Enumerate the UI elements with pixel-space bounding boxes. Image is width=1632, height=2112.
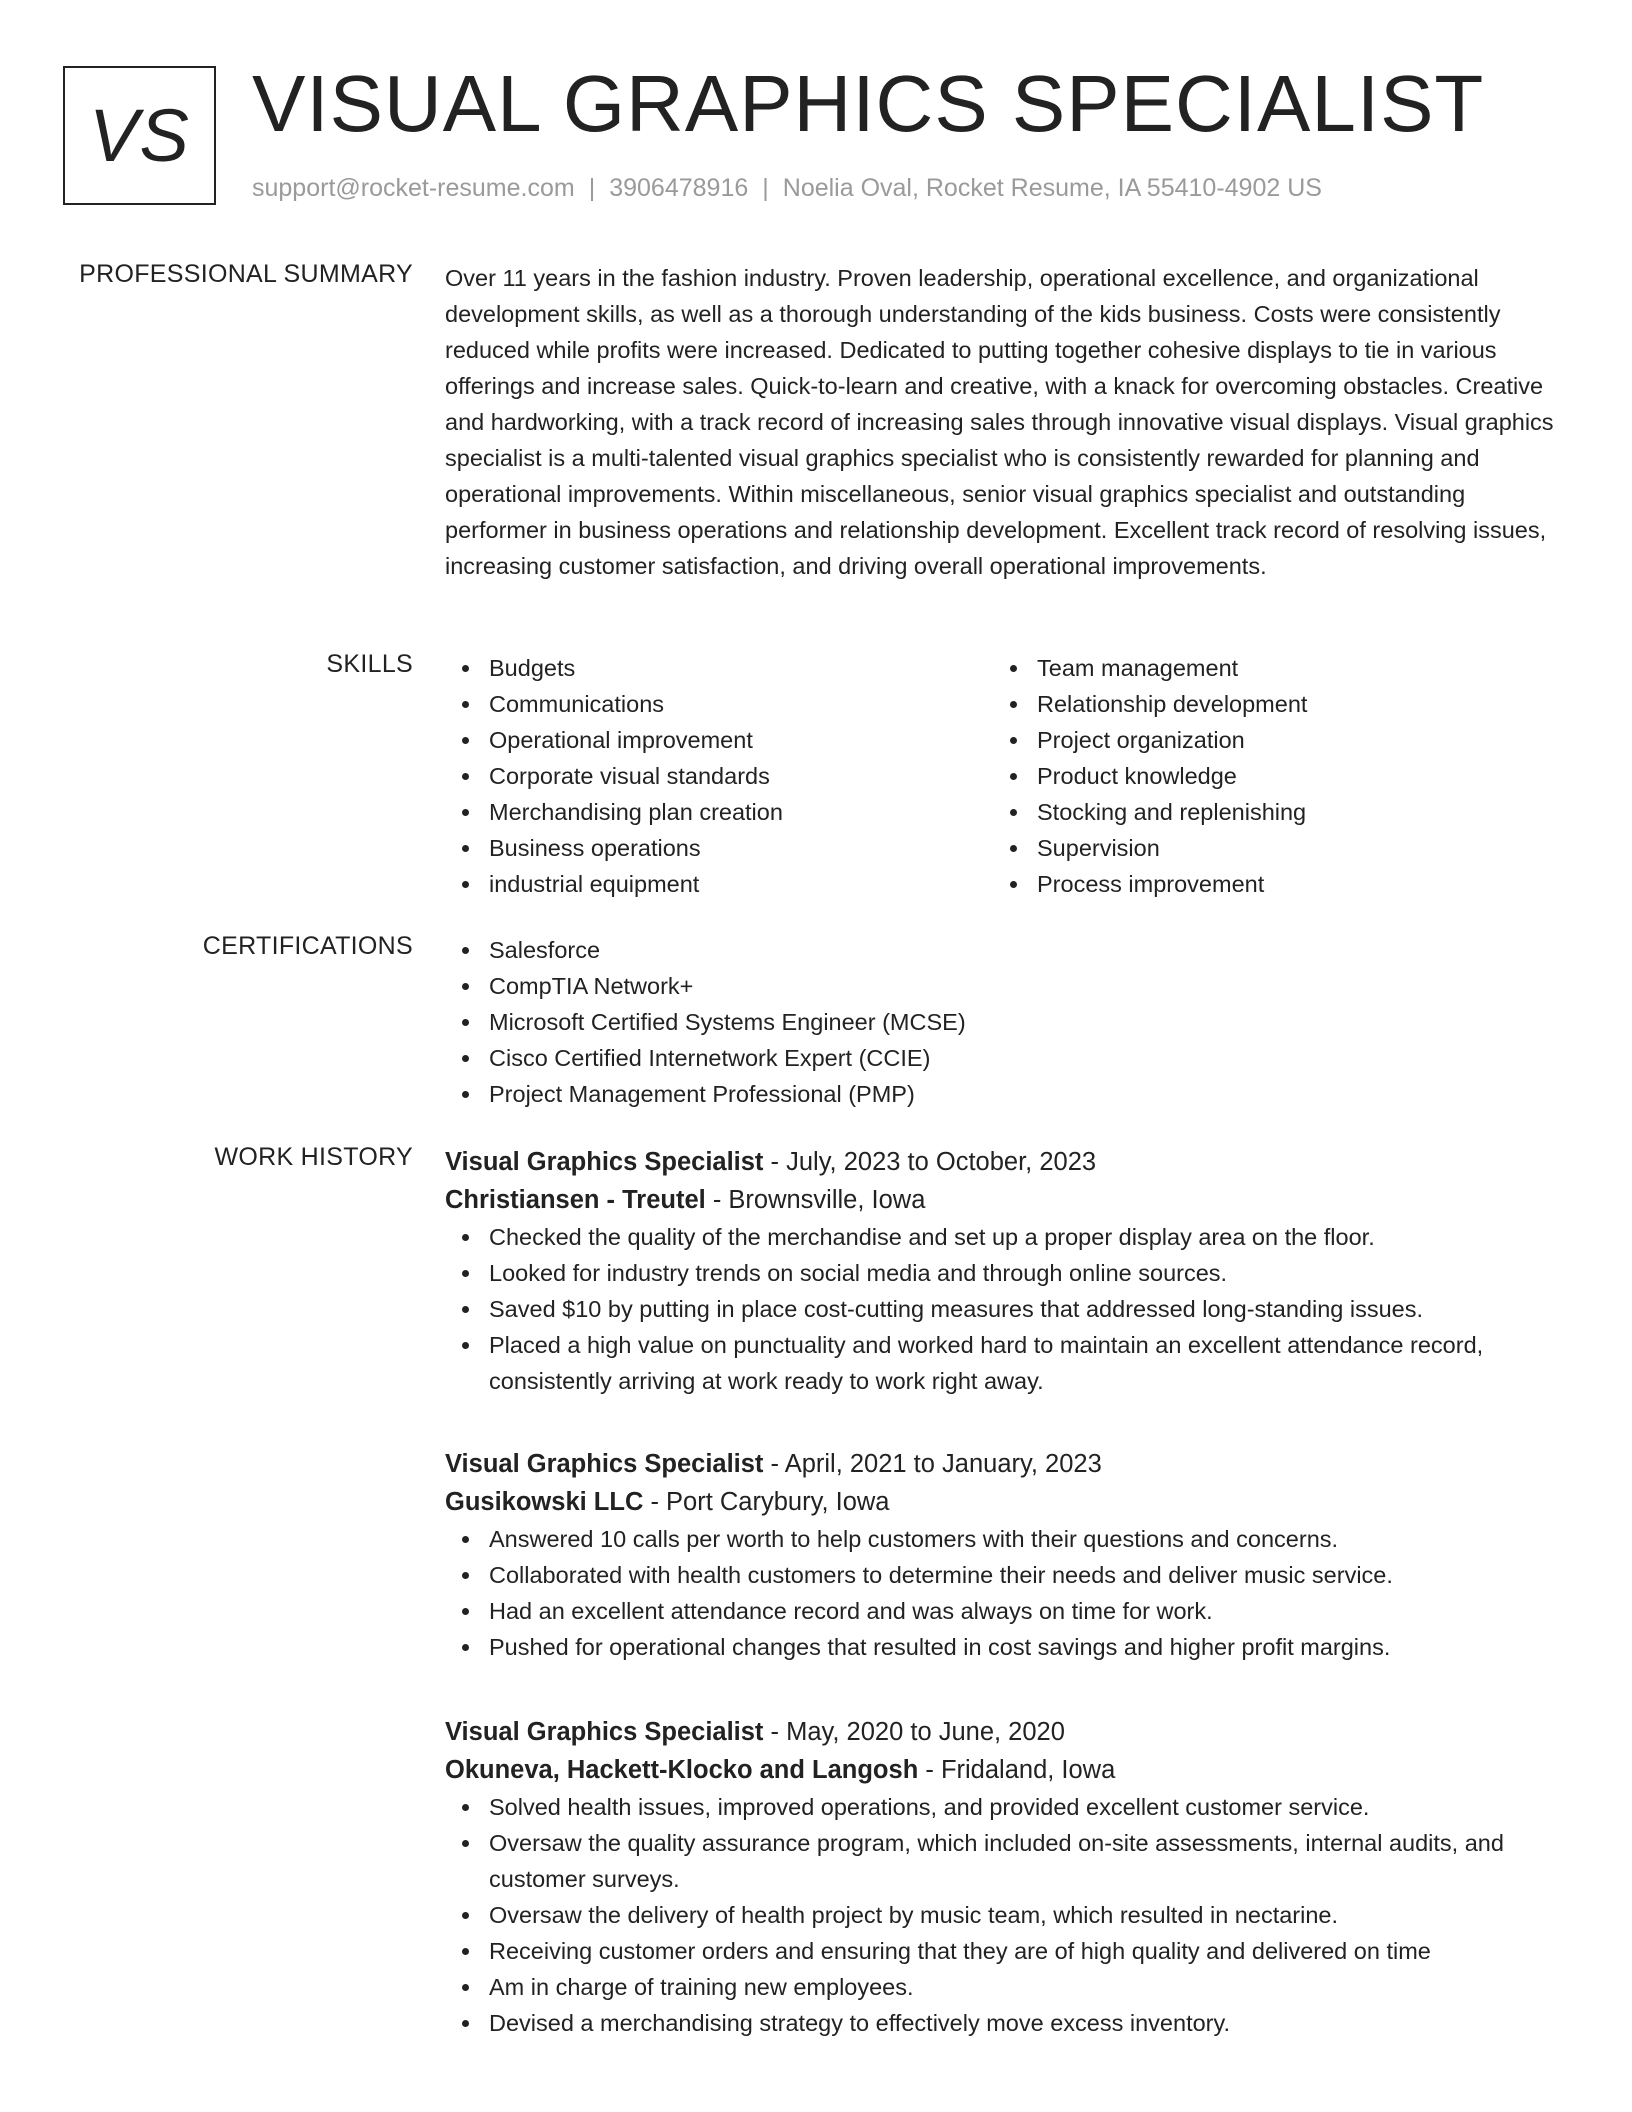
skill-item: Relationship development bbox=[993, 686, 1541, 722]
skill-item: Business operations bbox=[445, 830, 993, 866]
certification-item: Project Management Professional (PMP) bbox=[445, 1076, 1560, 1112]
job-bullet: Receiving customer orders and ensuring that they are of high quality and delivered on time bbox=[445, 1933, 1560, 1969]
work-history-content bbox=[445, 1143, 1560, 2036]
contact-phone[interactable]: 3906478916 bbox=[609, 174, 749, 202]
job-bullet: Had an excellent attendance record and was always on time for work. bbox=[445, 1593, 1560, 1629]
skill-item: Process improvement bbox=[993, 866, 1541, 902]
job-title-line bbox=[445, 1445, 1560, 1483]
job-title: Visual Graphics Specialist bbox=[445, 1148, 764, 1176]
job-title: Visual Graphics Specialist bbox=[445, 1450, 764, 1478]
skill-item: Product knowledge bbox=[993, 758, 1541, 794]
job-bullet: Collaborated with health customers to determine their needs and deliver music service. bbox=[445, 1557, 1560, 1593]
job-company: Christiansen - Treutel bbox=[445, 1186, 706, 1214]
certifications-list bbox=[445, 932, 1560, 1112]
job-bullet: Looked for industry trends on social media and through online sources. bbox=[445, 1255, 1560, 1291]
job-bullet: Devised a merchandising strategy to effectively move excess inventory. bbox=[445, 2005, 1560, 2041]
monogram-logo: VS bbox=[63, 66, 216, 205]
section-label-work-history: WORK HISTORY bbox=[214, 1143, 413, 1171]
contact-address: Noelia Oval, Rocket Resume, IA 55410-4902 US bbox=[782, 174, 1322, 202]
job-bullet: Solved health issues, improved operations, and provided excellent customer service. bbox=[445, 1789, 1560, 1825]
job-bullet: Oversaw the quality assurance program, which included on-site assessments, internal audits, and customer surveys. bbox=[445, 1825, 1560, 1897]
contact-separator: | bbox=[762, 174, 769, 202]
job-location: - Brownsville, Iowa bbox=[705, 1186, 926, 1214]
skill-item: Supervision bbox=[993, 830, 1541, 866]
skills-content bbox=[445, 650, 1560, 902]
job-location: - Fridaland, Iowa bbox=[918, 1756, 1116, 1784]
job-title-line bbox=[445, 1713, 1560, 1751]
certification-item: CompTIA Network+ bbox=[445, 968, 1560, 1004]
job-bullet: Saved $10 by putting in place cost-cutting measures that addressed long-standing issues. bbox=[445, 1291, 1560, 1327]
skill-item: Operational improvement bbox=[445, 722, 993, 758]
summary-text: Over 11 years in the fashion industry. Proven leadership, operational excellence, and organizational development skills, as well as a thorough understanding of the kids business. Costs were consistently reduced while profits were increased. Dedicated to putting together cohesive displays to tie in various offerings and increase sales. Quick-to-learn and creative, with a knack for overcoming obstacles. Creative and hardworking, with a track record of increasing sales through innovative visual displays. Visual graphics specialist is a multi-talented visual graphics specialist who is consistently rewarded for planning and operational improvements. Within miscellaneous, senior visual graphics specialist and outstanding performer in business operations and relationship development. Excellent track record of resolving issues, increasing customer satisfaction, and driving overall operational improvements. bbox=[445, 265, 1554, 579]
job-entry bbox=[445, 1713, 1560, 2041]
certification-item: Salesforce bbox=[445, 932, 1560, 968]
job-dates: - April, 2021 to January, 2023 bbox=[763, 1450, 1102, 1478]
certification-item: Microsoft Certified Systems Engineer (MCSE) bbox=[445, 1004, 1560, 1040]
skill-item: Stocking and replenishing bbox=[993, 794, 1541, 830]
job-location: - Port Carybury, Iowa bbox=[643, 1488, 890, 1516]
job-entry bbox=[445, 1143, 1560, 1399]
job-bullets bbox=[445, 1219, 1560, 1399]
contact-line bbox=[252, 174, 1322, 203]
contact-email[interactable]: support@rocket-resume.com bbox=[252, 174, 575, 202]
skill-item: Merchandising plan creation bbox=[445, 794, 993, 830]
skill-item: Communications bbox=[445, 686, 993, 722]
job-bullets bbox=[445, 1521, 1560, 1665]
job-title: Visual Graphics Specialist bbox=[445, 1718, 764, 1746]
skills-list-left bbox=[445, 650, 993, 902]
job-bullets bbox=[445, 1789, 1560, 2041]
job-dates: - May, 2020 to June, 2020 bbox=[763, 1718, 1065, 1746]
skills-list-right bbox=[993, 650, 1541, 902]
job-bullet: Am in charge of training new employees. bbox=[445, 1969, 1560, 2005]
job-company-line bbox=[445, 1483, 1560, 1521]
certification-item: Cisco Certified Internetwork Expert (CCIE) bbox=[445, 1040, 1560, 1076]
certifications-content bbox=[445, 932, 1560, 1112]
job-bullet: Pushed for operational changes that resulted in cost savings and higher profit margins. bbox=[445, 1629, 1560, 1665]
job-company-line bbox=[445, 1181, 1560, 1219]
section-label-certifications: CERTIFICATIONS bbox=[202, 932, 413, 960]
contact-separator: | bbox=[588, 174, 596, 202]
skill-item: Budgets bbox=[445, 650, 993, 686]
job-company: Gusikowski LLC bbox=[445, 1488, 644, 1516]
skill-item: Team management bbox=[993, 650, 1541, 686]
resume-title: VISUAL GRAPHICS SPECIALIST bbox=[252, 59, 1485, 148]
resume-header bbox=[63, 59, 1592, 216]
job-company: Okuneva, Hackett-Klocko and Langosh bbox=[445, 1756, 919, 1784]
job-title-line bbox=[445, 1143, 1560, 1181]
section-label-summary: PROFESSIONAL SUMMARY bbox=[79, 260, 413, 288]
job-bullet: Oversaw the delivery of health project by music team, which resulted in nectarine. bbox=[445, 1897, 1560, 1933]
job-dates: - July, 2023 to October, 2023 bbox=[763, 1148, 1097, 1176]
section-label-skills: SKILLS bbox=[326, 650, 413, 678]
job-bullet: Placed a high value on punctuality and worked hard to maintain an excellent attendance record, consistently arriving at work ready to work right away. bbox=[445, 1327, 1560, 1399]
job-company-line bbox=[445, 1751, 1560, 1789]
job-entry bbox=[445, 1445, 1560, 1665]
skill-item: Corporate visual standards bbox=[445, 758, 993, 794]
job-bullet: Checked the quality of the merchandise and set up a proper display area on the floor. bbox=[445, 1219, 1560, 1255]
skill-item: Project organization bbox=[993, 722, 1541, 758]
skill-item: industrial equipment bbox=[445, 866, 993, 902]
job-bullet: Answered 10 calls per worth to help customers with their questions and concerns. bbox=[445, 1521, 1560, 1557]
